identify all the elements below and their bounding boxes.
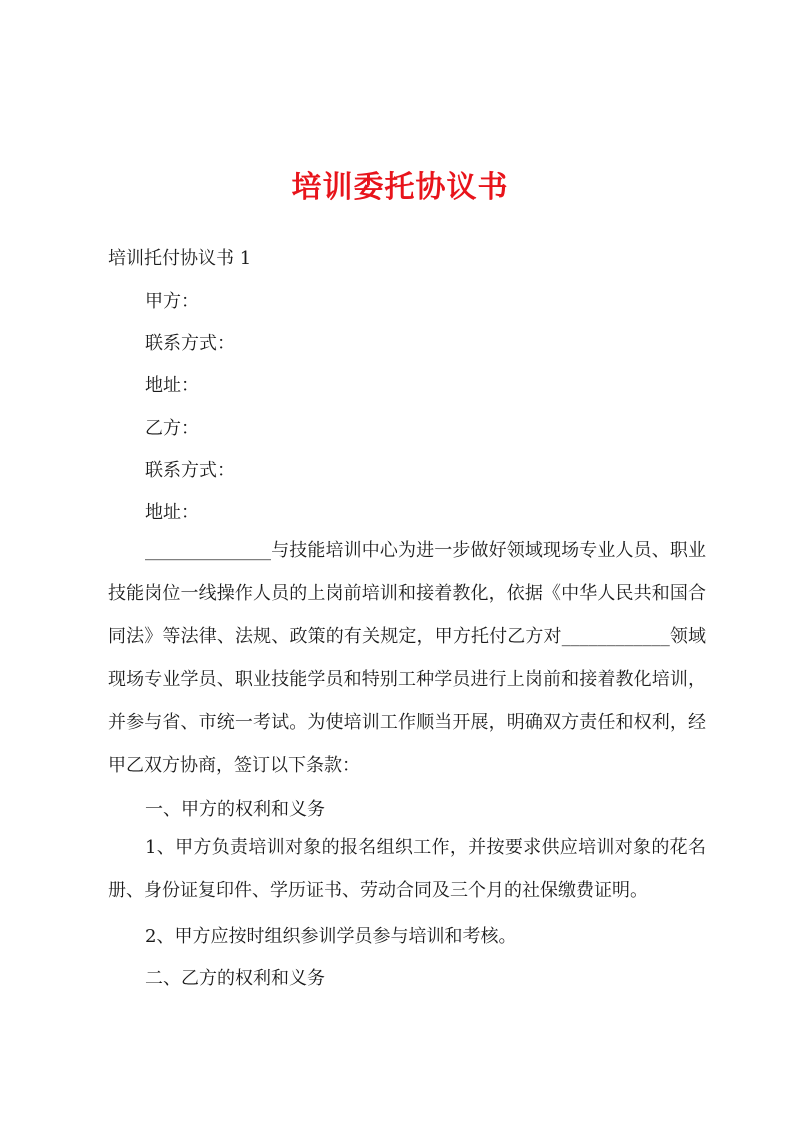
intro-paragraph: ______________与技能培训中心为进一步做好领域现场专业人员、职业技能岗位一线操作人员的上岗前培训和接着教化，依据《中华人民共和国合同法》等法律、法规、政策的有关规定，甲方托付乙方对____________领域现场专业学员、职业技能学员和特别工种学员进行上岗前和接着教化培训，并参与省、市统一考试。为使培训工作顺当开展，明确双方责任和权利，经甲乙双方协商，签订以下条款：	[108, 540, 706, 776]
party-b-label: 乙方：	[145, 418, 199, 439]
clause-2: 2、甲方应按时组织参训学员参与培训和考核。	[145, 926, 517, 947]
section-a-heading: 一、甲方的权利和义务	[145, 799, 325, 820]
party-a-contact: 联系方式：	[145, 333, 235, 354]
clause-1: 1、甲方负责培训对象的报名组织工作，并按要求供应培训对象的花名册、身份证复印件、学历证书、劳动合同及三个月的社保缴费证明。	[108, 837, 706, 901]
document-subtitle: 培训托付协议书 1	[108, 248, 252, 269]
party-b-contact: 联系方式：	[145, 460, 235, 481]
party-a-address: 地址：	[145, 375, 199, 396]
section-b-heading: 二、乙方的权利和义务	[145, 968, 325, 989]
party-b-address: 地址：	[145, 502, 199, 523]
document-title: 培训委托协议书	[291, 170, 509, 205]
party-a-label: 甲方：	[145, 291, 199, 312]
